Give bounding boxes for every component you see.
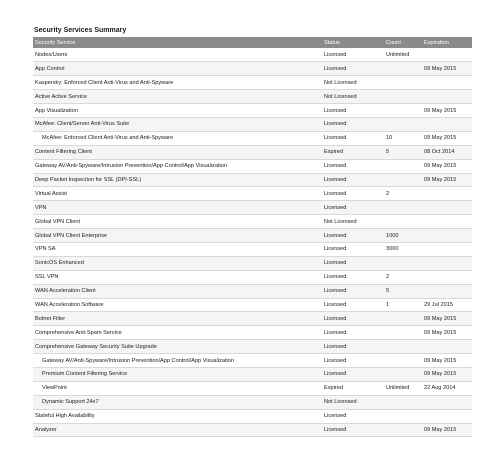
- table-row: [33, 381, 472, 395]
- count-cell: [384, 76, 422, 90]
- count-cell: 1: [384, 298, 422, 312]
- service-cell: SonicOS Enhanced: [33, 256, 322, 270]
- service-cell: App Visualization: [33, 104, 322, 118]
- count-cell: [384, 117, 422, 131]
- expiration-cell: [422, 340, 472, 354]
- expiration-cell: [422, 229, 472, 243]
- count-cell: 3000: [384, 242, 422, 256]
- service-cell: WAN Acceleration Client: [33, 284, 322, 298]
- table-row: [33, 62, 472, 76]
- table-row: [33, 340, 472, 354]
- expiration-cell: 09 May 2015: [422, 354, 472, 368]
- service-cell: Comprehensive Anti-Spam Service: [33, 326, 322, 340]
- status-cell: Not Licensed: [322, 215, 384, 229]
- table-row: [33, 131, 472, 145]
- service-cell: McAfee: Enforced Client Anti-Virus and Anti-Spyware: [33, 131, 322, 145]
- table-row: [33, 90, 472, 104]
- expiration-cell: 29 Jul 2015: [422, 298, 472, 312]
- count-cell: [384, 159, 422, 173]
- count-cell: 2: [384, 187, 422, 201]
- service-cell: Global VPN Client Enterprise: [33, 229, 322, 243]
- status-cell: Licensed: [322, 187, 384, 201]
- table-row: [33, 395, 472, 409]
- security-services-summary-panel: [33, 26, 472, 437]
- table-row: [33, 201, 472, 215]
- status-cell: Licensed: [322, 256, 384, 270]
- count-cell: [384, 423, 422, 437]
- expiration-cell: [422, 409, 472, 423]
- status-cell: Licensed: [322, 340, 384, 354]
- count-cell: 2: [384, 270, 422, 284]
- expiration-cell: 09 May 2015: [422, 312, 472, 326]
- column-header-count[interactable]: Count: [386, 39, 401, 46]
- status-cell: Not Licensed: [322, 395, 384, 409]
- status-cell: Not Licensed: [322, 76, 384, 90]
- service-cell: Deep Packet Inspection for SSL (DPI-SSL): [33, 173, 322, 187]
- status-cell: Licensed: [322, 131, 384, 145]
- status-cell: Licensed: [322, 312, 384, 326]
- table-row: [33, 215, 472, 229]
- count-cell: Unlimited: [384, 48, 422, 62]
- status-cell: Licensed: [322, 229, 384, 243]
- count-cell: [384, 256, 422, 270]
- table-row: [33, 354, 472, 368]
- service-cell: Nodes/Users: [33, 48, 322, 62]
- service-cell: Stateful High Availability: [33, 409, 322, 423]
- status-cell: Not Licensed: [322, 90, 384, 104]
- service-cell: Comprehensive Gateway Security Suite Upgrade: [33, 340, 322, 354]
- service-cell: Dynamic Support 24x7: [33, 395, 322, 409]
- expiration-cell: [422, 201, 472, 215]
- service-cell: Gateway AV/Anti-Spyware/Intrusion Prevention/App Control/App Visualization: [33, 159, 322, 173]
- table-row: [33, 117, 472, 131]
- service-cell: Botnet Filter: [33, 312, 322, 326]
- status-cell: Licensed: [322, 201, 384, 215]
- status-cell: Expired: [322, 381, 384, 395]
- status-cell: Licensed: [322, 104, 384, 118]
- section-title: Security Services Summary: [34, 27, 127, 34]
- expiration-cell: [422, 284, 472, 298]
- expiration-cell: [422, 256, 472, 270]
- count-cell: [384, 367, 422, 381]
- expiration-cell: 08 Oct 2014: [422, 145, 472, 159]
- expiration-cell: [422, 215, 472, 229]
- column-header-expiration[interactable]: Expiration: [424, 39, 449, 46]
- status-cell: Licensed: [322, 354, 384, 368]
- count-cell: [384, 90, 422, 104]
- count-cell: 10: [384, 131, 422, 145]
- status-cell: Licensed: [322, 298, 384, 312]
- service-cell: Premium Content Filtering Service: [33, 367, 322, 381]
- count-cell: Unlimited: [384, 381, 422, 395]
- table-row: [33, 298, 472, 312]
- expiration-cell: [422, 187, 472, 201]
- table-row: [33, 173, 472, 187]
- count-cell: 5: [384, 145, 422, 159]
- table-row: [33, 284, 472, 298]
- status-cell: Licensed: [322, 159, 384, 173]
- count-cell: [384, 104, 422, 118]
- status-cell: Licensed: [322, 409, 384, 423]
- expiration-cell: 09 May 2015: [422, 104, 472, 118]
- table-row: [33, 229, 472, 243]
- table-row: [33, 367, 472, 381]
- service-cell: Gateway AV/Anti-Spyware/Intrusion Prevention/App Control/App Visualization: [33, 354, 322, 368]
- table-body: [33, 48, 472, 437]
- expiration-cell: 22 Aug 2014: [422, 381, 472, 395]
- service-cell: Active Active Service: [33, 90, 322, 104]
- status-cell: Licensed: [322, 284, 384, 298]
- status-cell: Licensed: [322, 62, 384, 76]
- expiration-cell: 09 May 2015: [422, 159, 472, 173]
- table-row: [33, 270, 472, 284]
- count-cell: [384, 326, 422, 340]
- table-row: [33, 159, 472, 173]
- expiration-cell: [422, 76, 472, 90]
- expiration-cell: [422, 242, 472, 256]
- table-row: [33, 423, 472, 437]
- table-header-row: [33, 37, 472, 48]
- services-table: [33, 37, 472, 437]
- count-cell: [384, 340, 422, 354]
- service-cell: Kaspersky: Enforced Client Anti-Virus and Anti-Spyware: [33, 76, 322, 90]
- count-cell: [384, 354, 422, 368]
- count-cell: [384, 395, 422, 409]
- count-cell: [384, 409, 422, 423]
- table-row: [33, 326, 472, 340]
- expiration-cell: [422, 117, 472, 131]
- service-cell: Content Filtering Client: [33, 145, 322, 159]
- expiration-cell: 09 May 2015: [422, 423, 472, 437]
- status-cell: Licensed: [322, 173, 384, 187]
- service-cell: VPN SA: [33, 242, 322, 256]
- count-cell: [384, 312, 422, 326]
- table-row: [33, 187, 472, 201]
- count-cell: [384, 201, 422, 215]
- status-cell: Licensed: [322, 367, 384, 381]
- expiration-cell: 09 May 2015: [422, 131, 472, 145]
- service-cell: SSL VPN: [33, 270, 322, 284]
- column-header-status[interactable]: Status: [324, 39, 340, 46]
- expiration-cell: 09 May 2015: [422, 367, 472, 381]
- expiration-cell: 09 May 2015: [422, 326, 472, 340]
- table-row: [33, 145, 472, 159]
- status-cell: Licensed: [322, 270, 384, 284]
- table-row: [33, 312, 472, 326]
- service-cell: VPN: [33, 201, 322, 215]
- table-row: [33, 256, 472, 270]
- status-cell: Licensed: [322, 48, 384, 62]
- count-cell: [384, 62, 422, 76]
- table-row: [33, 48, 472, 62]
- expiration-cell: [422, 90, 472, 104]
- service-cell: Global VPN Client: [33, 215, 322, 229]
- service-cell: Virtual Assist: [33, 187, 322, 201]
- table-row: [33, 76, 472, 90]
- status-cell: Licensed: [322, 117, 384, 131]
- count-cell: [384, 173, 422, 187]
- status-cell: Licensed: [322, 423, 384, 437]
- status-cell: Expired: [322, 145, 384, 159]
- service-cell: McAfee: Client/Server Anti-Virus Suite: [33, 117, 322, 131]
- status-cell: Licensed: [322, 242, 384, 256]
- service-cell: ViewPoint: [33, 381, 322, 395]
- count-cell: 5: [384, 284, 422, 298]
- status-cell: Licensed: [322, 326, 384, 340]
- column-header-service[interactable]: Security Service: [35, 39, 76, 46]
- table-row: [33, 242, 472, 256]
- expiration-cell: [422, 270, 472, 284]
- expiration-cell: 09 May 2015: [422, 62, 472, 76]
- count-cell: [384, 215, 422, 229]
- expiration-cell: [422, 395, 472, 409]
- table-row: [33, 409, 472, 423]
- expiration-cell: [422, 48, 472, 62]
- service-cell: WAN Acceleration Software: [33, 298, 322, 312]
- count-cell: 1000: [384, 229, 422, 243]
- service-cell: Analyzer: [33, 423, 322, 437]
- table-row: [33, 104, 472, 118]
- service-cell: App Control: [33, 62, 322, 76]
- expiration-cell: 09 May 2015: [422, 173, 472, 187]
